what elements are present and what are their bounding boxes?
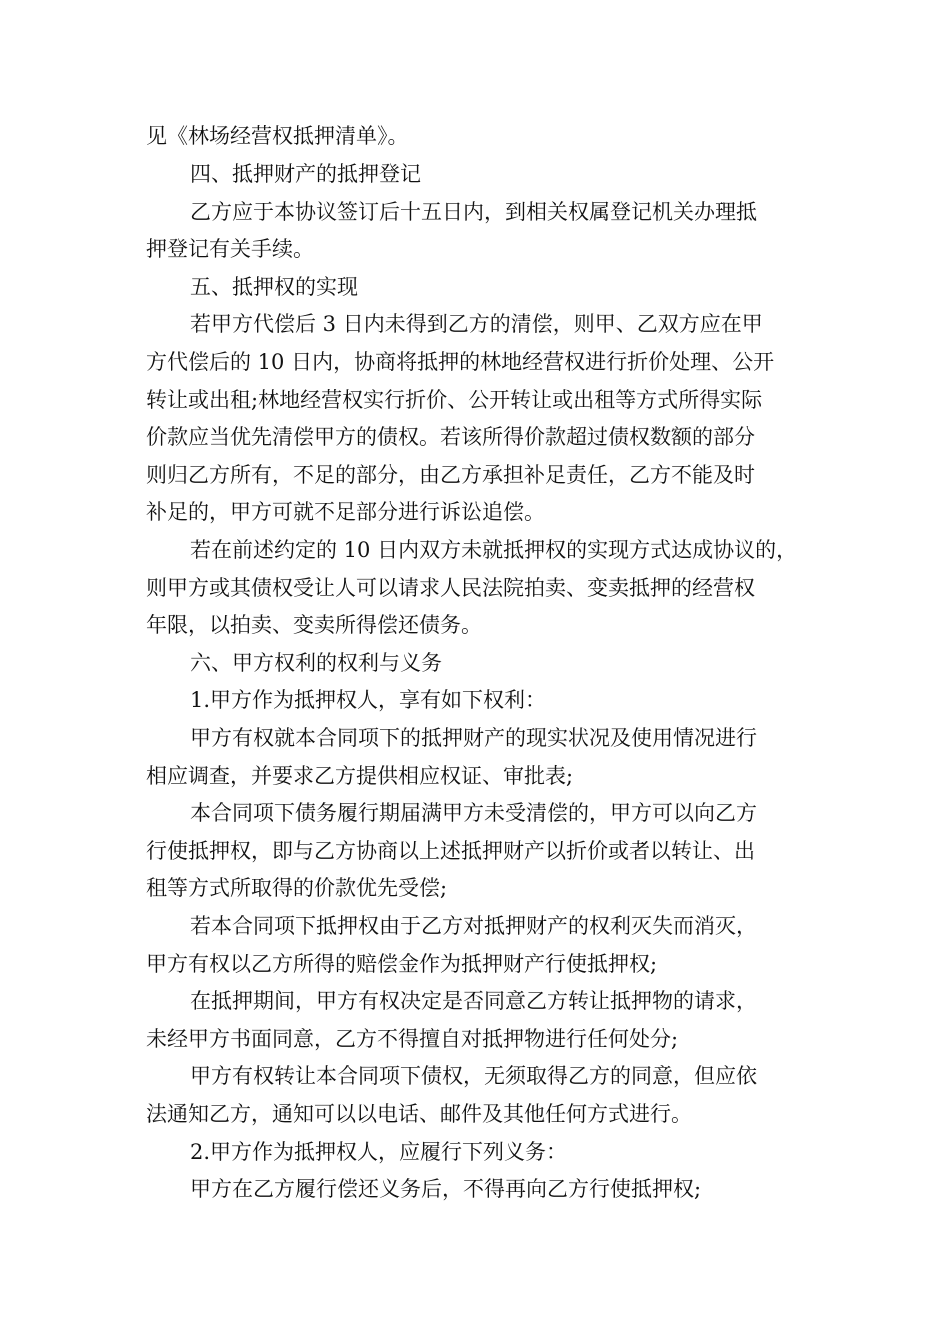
subsection-heading: 1.甲方作为抵押权人，享有如下权利： — [190, 688, 547, 712]
text-line: 甲方有权以乙方所得的赔偿金作为抵押财产行使抵押权; — [146, 952, 658, 976]
text-line: 乙方应于本协议签订后十五日内，到相关权属登记机关办理抵 — [190, 200, 757, 224]
text-line: 甲方在乙方履行偿还义务后，不得再向乙方行使抵押权; — [190, 1177, 702, 1201]
text-line: 补足的，甲方可就不足部分进行诉讼追偿。 — [146, 500, 545, 524]
text-line: 若甲方代偿后 3 日内未得到乙方的清偿，则甲、乙双方应在甲 — [190, 312, 763, 336]
text-line: 法通知乙方，通知可以以电话、邮件及其他任何方式进行。 — [146, 1102, 692, 1126]
text-line: 见《林场经营权抵押清单》。 — [146, 124, 409, 148]
text-line: 则归乙方所有，不足的部分，由乙方承担补足责任，乙方不能及时 — [146, 463, 755, 487]
text-line: 甲方有权转让本合同项下债权，无须取得乙方的同意，但应依 — [190, 1064, 757, 1088]
text-line: 转让或出租;林地经营权实行折价、公开转让或出租等方式所得实际 — [146, 388, 763, 412]
text-line: 则甲方或其债权受让人可以请求人民法院拍卖、变卖抵押的经营权 — [146, 576, 755, 600]
text-line: 本合同项下债务履行期届满甲方未受清偿的，甲方可以向乙方 — [190, 801, 757, 825]
text-line: 行使抵押权，即与乙方协商以上述抵押财产以折价或者以转让、出 — [146, 839, 755, 863]
text-line: 年限，以拍卖、变卖所得偿还债务。 — [146, 613, 482, 637]
text-line: 租等方式所取得的价款优先受偿; — [146, 876, 448, 900]
section-heading: 四、抵押财产的抵押登记 — [190, 162, 421, 186]
subsection-heading: 2.甲方作为抵押权人，应履行下列义务： — [190, 1140, 568, 1164]
text-line: 在抵押期间，甲方有权决定是否同意乙方转让抵押物的请求， — [190, 989, 757, 1013]
section-heading: 六、甲方权利的权利与义务 — [190, 651, 442, 675]
text-line: 相应调查，并要求乙方提供相应权证、审批表; — [146, 764, 574, 788]
text-line: 甲方有权就本合同项下的抵押财产的现实状况及使用情况进行 — [190, 726, 757, 750]
text-line: 若在前述约定的 10 日内双方未就抵押权的实现方式达成协议的， — [190, 538, 798, 562]
text-line: 押登记有关手续。 — [146, 237, 314, 261]
section-heading: 五、抵押权的实现 — [190, 275, 358, 299]
text-line: 未经甲方书面同意，乙方不得擅自对抵押物进行任何处分; — [146, 1027, 679, 1051]
text-line: 方代偿后的 10 日内，协商将抵押的林地经营权进行折价处理、公开 — [146, 350, 775, 374]
text-line: 价款应当优先清偿甲方的债权。若该所得价款超过债权数额的部分 — [146, 425, 755, 449]
text-line: 若本合同项下抵押权由于乙方对抵押财产的权利灭失而消灭， — [190, 914, 757, 938]
